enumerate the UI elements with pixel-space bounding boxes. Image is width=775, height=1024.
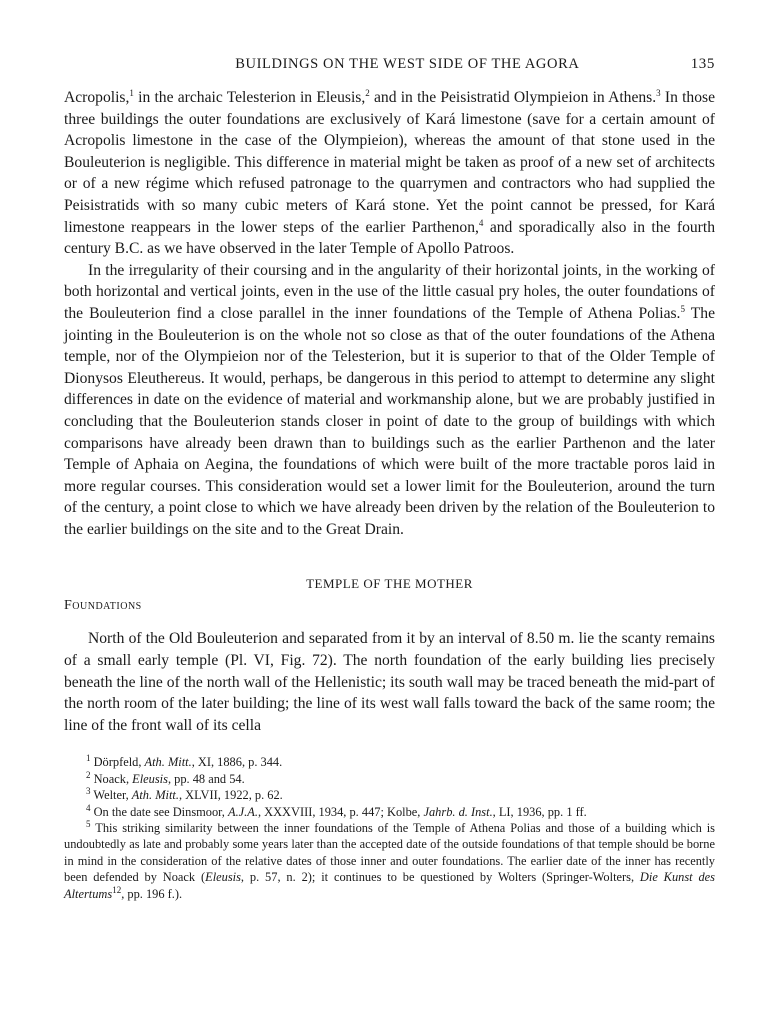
italic-title: Ath. Mitt. [131,788,179,803]
italic-title: Eleusis [205,870,241,885]
text-run: as we have observed in the later Temple of Apollo Patroos. [143,240,515,258]
italic-title: Ath. Mitt. [144,755,192,770]
footnote-ref: 5 [680,303,685,314]
running-header [64,56,715,73]
text-run: and sporadically also in the fourth century [64,218,715,258]
text-run: , LI, 1936, pp. 1 ff. [492,804,587,819]
footnote-number: 2 [86,769,91,780]
paragraph-1 [64,87,715,260]
footnote-ref: 1 [129,87,134,98]
text-run: The jointing in the Bouleuterion is on the whole not so close as that of the outer foundations of the Athena temple, nor of the Olympieion nor of the Telesterion, but it is superior to that of the Older Temple of Dionysos Eleuthereus. It would, perhaps, be dangerous in this period to attempt to determine any slight differences in date on the evidence of material and workmanship alone, but we are probably justified in concluding that the Bouleuterion stands closer in point of date to the group of buildings with which comparisons have already been drawn than to buildings such as the earlier Parthenon and the later Temple of Aphaia on Aegina, the foundations of which were built of the more tractable poros laid in more regular courses. This consideration would set a lower limit for the Bouleuterion, around the turn of the century, a point close to which we have already been driven by the relation of the Bouleuterion to the earlier buildings on the site and to the Great Drain. [64,304,715,538]
page-number: 135 [690,56,715,72]
text-run: Welter, [93,788,132,803]
paragraph-2 [64,260,715,541]
text-run: and in the Peisistratid Olympieion in Athens. [369,89,657,106]
italic-title: Die Kunst des Altertums [64,870,715,901]
footnote-1 [64,754,715,770]
text-run: Noack, [93,771,133,786]
footnote-number: 5 [86,818,91,829]
text-run: , XLVII, 1922, p. 62. [178,788,283,803]
footnote-3 [64,787,715,803]
text-run: In the irregularity of their coursing and in the angularity of their horizontal joints, in the working of both horizontal and vertical joints, even in the use of the little casual pry holes, the outer foundations of the Bouleuterion find a close parallel in the inner foundations of the Temple of Athena Polias. [64,261,715,322]
text-run: Acropolis, [64,89,130,106]
footnote-ref: 3 [656,87,661,98]
paragraph-3: North of the Old Bouleuterion and separated from it by an interval of 8.50 m. lie the scanty remains of a small early temple (Pl. VI, Fig. 72). The north foundation of the early building lies precisely beneath the line of the north wall of the Hellenistic; its south wall may be traced beneath the mid-part of the north room of the later building; the line of its west wall falls toward the back of the same room; the line of the front wall of its cella [64,630,715,734]
text-run: In those three buildings the outer foundations are exclusively of Kará limestone (save for a certain amount of Acropolis limestone in the case of the Olympieion), whereas the amount of that stone used in the Bouleuterion is negligible. This difference in material might be taken as proof of a new set of architects or of a new régime which refused patronage to the quarrymen and contractors who had supplied the Peisistratids with so many cubic meters of Kará stone. Yet the point cannot be pressed, for Kará limestone reappears in the lower steps of the earlier Parthenon, [64,89,716,236]
text-run: in the archaic Telesterion in Eleusis, [133,89,366,106]
footnotes [64,754,715,902]
italic-title: Eleusis [132,771,168,786]
text-run: , XXXVIII, 1934, p. 447; Kolbe, [257,804,424,819]
footnote-number: 4 [86,802,91,813]
text-run: This striking similarity between the inner foundations of the Temple of Athena Polias and those of a building which is undoubtedly as late and probably some years later than the accepted date of the outside foundations of that temple should be borne in mind in the consideration of the relative dates of those inner and outer foundations. The earlier date of the inner has recently been defended by Noack ( [64,821,715,885]
footnote-spacer [64,736,715,754]
italic-title: A.J.A. [228,804,258,819]
footnote-5 [64,820,715,902]
footnote-ref: 4 [478,217,484,228]
section-heading: TEMPLE OF THE MOTHER [306,576,473,592]
edition-number: 12 [112,884,122,895]
footnote-number: 3 [86,786,91,797]
document-page [64,56,715,902]
footnote-ref: 2 [365,87,370,98]
text-run: , pp. 196 f.). [121,886,183,901]
footnote-number: 1 [86,753,91,764]
text-run: , XI, 1886, p. 344. [191,755,283,770]
text-run: On the date see Dinsmoor, [93,804,229,819]
text-run: Dörpfeld, [93,755,145,770]
footnote-4 [64,804,715,820]
text-run: , pp. 48 and 54. [167,771,245,786]
footnote-2 [64,771,715,787]
text-run: , p. 57, n. 2); it continues to be questioned by Wolters (Springer-Wolters, [240,870,640,885]
running-title: BUILDINGS ON THE WEST SIDE OF THE AGORA [235,56,580,72]
era-abbrev: B.C. [114,240,144,258]
subsection-heading: Foundations [64,598,142,614]
italic-title: Jahrb. d. Inst. [423,804,493,819]
